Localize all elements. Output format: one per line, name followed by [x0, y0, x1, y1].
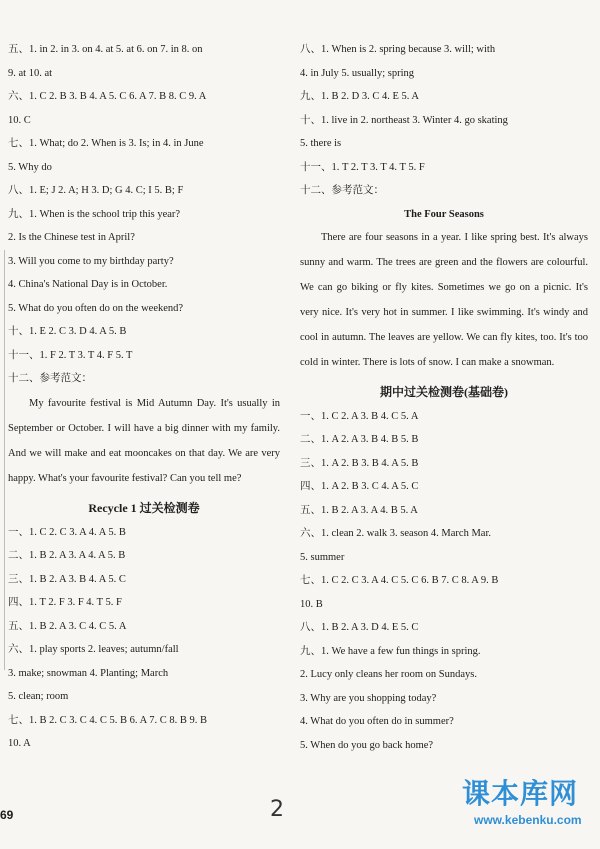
answer-line: 3. Will you come to my birthday party?	[8, 255, 174, 267]
answer-line: 十二、参考范文：	[8, 373, 92, 384]
answer-line: 十二、参考范文：	[300, 185, 384, 196]
answer-line: 5. clean; room	[8, 691, 69, 702]
answer-line: 六、1. play sports 2. leaves; autumn/fall	[8, 644, 179, 655]
answer-line: 六、1. C 2. B 3. B 4. A 5. C 6. A 7. B 8. C 9. A	[8, 91, 207, 102]
answer-line: 9. at 10. at	[8, 67, 53, 79]
answer-line: 十一、1. T 2. T 3. T 4. T 5. F	[300, 161, 425, 173]
answer-line: 九、1. B 2. D 3. C 4. E 5. A	[300, 91, 420, 102]
answer-line: 八、1. B 2. A 3. D 4. E 5. C	[300, 622, 419, 633]
right-sample-essay: There are four seasons in a year. I like spring best. It's always sunny and warm. The trees are green and the flowers are colourful. We can go biking or fly kites. Sometimes we go on a picnic. It's very nice. It's very hot in summer. I like swimming. It's windy and cool in autumn. The leaves are yellow. We can fly kites, too. It's too cold in winter. There is lots of snow. I can make a snowman.	[300, 231, 588, 368]
answer-line: 四、1. A 2. B 3. C 4. A 5. C	[300, 481, 419, 492]
answer-line: 二、1. B 2. A 3. A 4. A 5. B	[8, 550, 126, 561]
answer-line: 六、1. clean 2. walk 3. season 4. March Mar.	[300, 528, 491, 539]
answer-line: 五、1. in 2. in 3. on 4. at 5. at 6. on 7. in 8. on	[8, 44, 203, 55]
answer-line: 3. make; snowman 4. Planting; March	[8, 667, 169, 679]
answer-line: 5. summer	[300, 551, 345, 563]
right-answer-lines	[300, 44, 588, 197]
answer-line: 十、1. live in 2. northeast 3. Winter 4. go skating	[300, 114, 508, 126]
answer-line: 2. Is the Chinese test in April?	[8, 232, 135, 243]
answer-line: 七、1. B 2. C 3. C 4. C 5. B 6. A 7. C 8. B 9. B	[8, 714, 207, 726]
handwritten-mark: 2	[270, 797, 284, 822]
answer-line: 十一、1. F 2. T 3. T 4. F 5. T	[8, 349, 133, 361]
answer-line: 四、1. T 2. F 3. F 4. T 5. F	[8, 597, 122, 608]
midterm-section-title: 期中过关检测卷(基础卷)	[380, 384, 508, 399]
answer-line: 4. China's National Day is in October.	[8, 279, 168, 290]
midterm-answer-lines	[300, 411, 588, 752]
right-column	[300, 44, 588, 763]
answer-line: 5. What do you often do on the weekend?	[8, 302, 184, 314]
answer-line: 4. in July 5. usually; spring	[300, 67, 415, 79]
answer-line: 八、1. When is 2. spring because 3. will; with	[300, 44, 496, 55]
page-margin-rule	[4, 250, 5, 670]
answer-line: 五、1. B 2. A 3. A 4. B 5. A	[300, 504, 418, 516]
answer-line: 九、1. When is the school trip this year?	[8, 208, 181, 220]
left-column	[8, 44, 280, 762]
answer-line: 三、1. A 2. B 3. B 4. A 5. B	[300, 457, 419, 469]
left-sample-essay: My favourite festival is Mid Autumn Day. It's usually in September or October. I will have a big dinner with my family. And we will make and eat mooncakes on that day. We are very happy. What's your favourite festival? Can you tell me?	[8, 397, 280, 484]
answer-line: 一、1. C 2. C 3. A 4. A 5. B	[8, 526, 126, 538]
watermark-url: www.kebenku.com	[474, 813, 582, 827]
essay-title: The Four Seasons	[404, 208, 484, 220]
answer-line: 10. C	[8, 114, 31, 126]
answer-line: 10. B	[300, 598, 323, 610]
answer-line: 八、1. E; J 2. A; H 3. D; G 4. C; I 5. B; F	[8, 185, 184, 196]
answer-line: 九、1. We have a few fun things in spring.	[300, 645, 481, 657]
answer-line: 5. When do you go back home?	[300, 739, 434, 751]
page-number: 69	[0, 808, 14, 822]
answer-line: 二、1. A 2. A 3. B 4. B 5. B	[300, 434, 419, 445]
left-answer-lines	[8, 44, 280, 385]
answer-line: 3. Why are you shopping today?	[300, 692, 437, 704]
recycle-section-title: Recycle 1 过关检测卷	[88, 500, 200, 515]
answer-line: 七、1. What; do 2. When is 3. Is; in 4. in June	[8, 138, 204, 149]
answer-line: 十、1. E 2. C 3. D 4. A 5. B	[8, 326, 127, 337]
answer-line: 五、1. B 2. A 3. C 4. C 5. A	[8, 620, 127, 632]
recycle-answer-lines	[8, 527, 280, 751]
answer-line: 三、1. B 2. A 3. B 4. A 5. C	[8, 573, 126, 585]
answer-line: 2. Lucy only cleans her room on Sundays.	[300, 669, 478, 680]
answer-line: 一、1. C 2. A 3. B 4. C 5. A	[300, 410, 419, 422]
watermark-logo-text: 课本库网	[462, 777, 579, 810]
answer-line: 5. Why do	[8, 161, 52, 173]
answer-line: 5. there is	[300, 138, 342, 149]
answer-line: 4. What do you often do in summer?	[300, 716, 454, 727]
answer-line: 10. A	[8, 738, 31, 749]
answer-line: 七、1. C 2. C 3. A 4. C 5. C 6. B 7. C 8. A 9. B	[300, 575, 499, 586]
